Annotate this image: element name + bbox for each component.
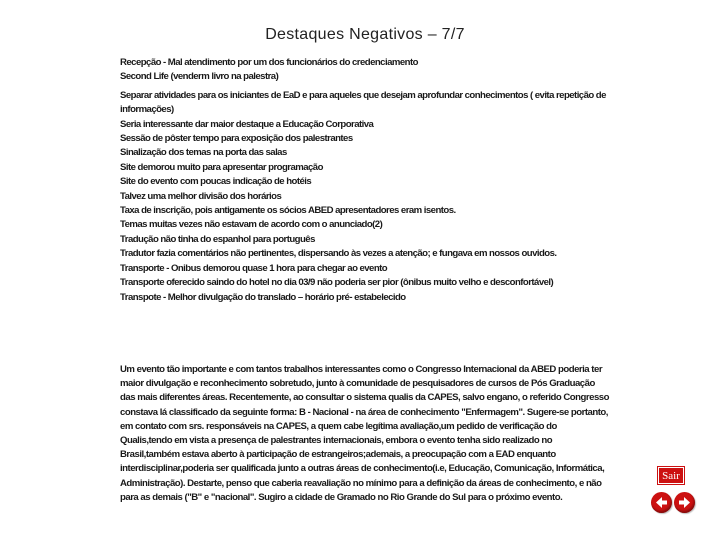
list-item: Transpote - Melhor divulgação do translado – horário pré- estabelecido <box>120 291 406 303</box>
previous-slide-button[interactable] <box>651 492 672 513</box>
next-slide-button[interactable] <box>674 492 695 513</box>
list-item: Separar atividades para os iniciantes de EaD e para aqueles que desejam aprofundar conhecimentos ( evita repetição de informações) <box>120 89 606 116</box>
left-arrow-icon <box>651 492 672 513</box>
list-item: Tradução não tinha do espanhol para português <box>120 233 315 245</box>
list-item: Seria interessante dar maior destaque a Educação Corporativa <box>120 118 374 130</box>
list-item: Tradutor fazia comentários não pertinentes, dispersando às vezes a atenção; e fungava em nossos ouvidos. <box>120 248 557 260</box>
list-item: Taxa de inscrição, pois antigamente os sócios ABED apresentadores eram isentos. <box>120 205 456 217</box>
list-item: Site demorou muito para apresentar programação <box>120 161 323 173</box>
list-item: Talvez uma melhor divisão dos horários <box>120 190 282 202</box>
list-item: Recepção - Mal atendimento por um dos funcionários do credenciamento <box>120 57 418 68</box>
list-item: Site do evento com poucas indicação de hotéis <box>120 176 312 188</box>
list-item: Second Life (venderm livro na palestra) <box>120 71 279 83</box>
list-item: Sinalização dos temas na porta das salas <box>120 147 287 159</box>
negative-highlights-list <box>120 56 610 305</box>
list-item: Transporte - Onibus demorou quase 1 hora para chegar ao evento <box>120 262 388 274</box>
exit-button[interactable]: Sair <box>658 467 684 484</box>
right-arrow-icon <box>674 492 695 513</box>
page-title: Destaques Negativos – 7/7 <box>265 26 465 43</box>
feedback-paragraph: Um evento tão importante e com tantos trabalhos interessantes como o Congresso Internacional da ABED poderia ter maior divulgação e reconhecimento sobretudo, junto à comunidade de pesquisadores de cursos de Pós Graduação das mais diferentes áreas. Recentemente, ao consultar o sistema qualis da CAPES, salvo engano, o referido Congresso constava lá classificado da seguinte forma: B - Nacional - na área de conhecimento "Enfermagem". Sugere-se portanto, em contato com srs. responsáveis na CAPES, a quem cabe legítima avaliação,um pedido de verificação do Qualis,tendo em vista a presença de palestrantes internacionais, embora o evento tenha sido realizado no Brasil,também estava aberto à participação de estrangeiros;ademais, a preocupação com a EAD enquanto interdisciplinar,poderia ser qualificada junto a outras áreas de conhecimento(i.e, Educação, Comunicação, Informática, Administração). Destarte, penso que caberia reavaliação no mínimo para a definição da áreas de conhecimento, e não para as demais ("B" e "nacional". Sugiro a cidade de Gramado no Rio Grande do Sul para o próximo evento. <box>120 364 609 503</box>
list-item: Sessão de pôster tempo para exposição dos palestrantes <box>120 133 353 145</box>
list-item: Temas muitas vezes não estavam de acordo com o anunciado(2) <box>120 219 383 231</box>
list-item: Transporte oferecido saindo do hotel no dia 03/9 não poderia ser pior (ônibus muito velho e desconfortável) <box>120 277 554 289</box>
